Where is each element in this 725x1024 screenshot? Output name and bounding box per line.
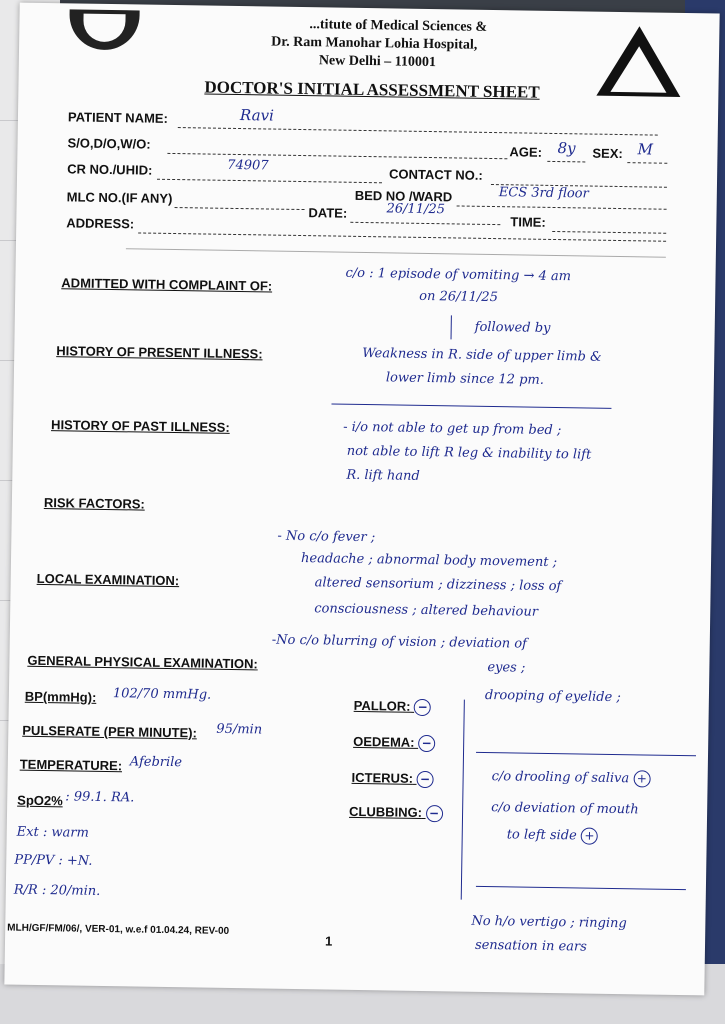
note-line: c/o deviation of mouth bbox=[491, 800, 639, 818]
address-label: ADDRESS: bbox=[66, 215, 135, 232]
clubbing-label: CLUBBING: − bbox=[349, 804, 443, 823]
note-line: c/o : 1 episode of vomiting → 4 am bbox=[345, 265, 572, 285]
past-illness-label: HISTORY OF PAST ILLNESS: bbox=[51, 417, 230, 435]
institute-city: New Delhi – 110001 bbox=[318, 53, 437, 71]
sheet-title: DOCTOR'S INITIAL ASSESSMENT SHEET bbox=[204, 77, 540, 102]
note-line: drooping of eyelide ; bbox=[484, 687, 621, 706]
cr-uhid-label: CR NO./UHID: bbox=[67, 161, 153, 178]
positive-sign-icon: + bbox=[581, 827, 598, 844]
note-line: lower limb since 12 pm. bbox=[385, 370, 545, 388]
rr-value: R/R : 20/min. bbox=[13, 882, 101, 899]
oedema-label: OEDEMA: − bbox=[353, 734, 435, 752]
note-line: to left side + bbox=[507, 826, 598, 844]
bed-ward-value: ECS 3rd floor bbox=[498, 185, 589, 202]
institute-name-line1: ...titute of Medical Sciences & bbox=[309, 17, 488, 35]
institute-name-line2: Dr. Ram Manohar Lohia Hospital, bbox=[271, 34, 478, 53]
complaint-section-label: ADMITTED WITH COMPLAINT OF: bbox=[61, 275, 273, 294]
pallor-label: PALLOR: − bbox=[354, 698, 432, 716]
relation-label: S/O,D/O,W/O: bbox=[67, 135, 151, 152]
institute-seal-logo bbox=[69, 9, 140, 50]
spo2-value: : 99.1. RA. bbox=[65, 789, 135, 806]
pulse-label: PULSERATE (PER MINUTE): bbox=[22, 722, 197, 741]
note-line: Weakness in R. side of upper limb & bbox=[362, 345, 602, 365]
note-line: R. lift hand bbox=[346, 467, 420, 484]
cr-uhid-value: 74907 bbox=[227, 157, 269, 174]
pp-pv-value: PP/PV : +N. bbox=[14, 852, 93, 869]
age-label: AGE: bbox=[509, 144, 543, 160]
page-number: 1 bbox=[324, 933, 333, 949]
temperature-value: Afebrile bbox=[129, 754, 183, 771]
note-line: on 26/11/25 bbox=[419, 288, 499, 306]
present-illness-label: HISTORY OF PRESENT ILLNESS: bbox=[56, 343, 263, 362]
note-line: altered sensorium ; dizziness ; loss of bbox=[314, 575, 562, 595]
local-exam-label: LOCAL EXAMINATION: bbox=[36, 570, 180, 589]
negative-sign-icon: − bbox=[416, 771, 433, 788]
bed-ward-label: BED NO /WARD bbox=[354, 187, 453, 205]
positive-sign-icon: + bbox=[633, 770, 650, 787]
pulse-value: 95/min bbox=[216, 721, 263, 738]
date-value: 26/11/25 bbox=[386, 201, 446, 218]
sex-value: M bbox=[637, 140, 654, 159]
patient-name-value: Ravi bbox=[239, 106, 275, 125]
negative-sign-icon: − bbox=[418, 735, 435, 752]
form-code: MLH/GF/FM/06/, VER-01, w.e.f 01.04.24, REV-00 bbox=[7, 922, 230, 937]
negative-sign-icon: − bbox=[414, 699, 431, 716]
note-line: -No c/o blurring of vision ; deviation of bbox=[271, 632, 528, 652]
bp-label: BP(mmHg): bbox=[24, 688, 97, 705]
note-line: sensation in ears bbox=[474, 937, 587, 955]
note-line: - i/o not able to get up from bed ; bbox=[343, 419, 562, 439]
general-exam-label: GENERAL PHYSICAL EXAMINATION: bbox=[27, 652, 258, 672]
temperature-label: TEMPERATURE: bbox=[19, 756, 123, 774]
age-value: 8y bbox=[557, 139, 576, 158]
ext-value: Ext : warm bbox=[16, 824, 89, 841]
icterus-label: ICTERUS: − bbox=[351, 770, 433, 788]
mlc-label: MLC NO.(IF ANY) bbox=[66, 189, 173, 206]
note-line: No h/o vertigo ; ringing bbox=[471, 913, 627, 932]
time-label: TIME: bbox=[510, 214, 546, 230]
risk-factors-label: RISK FACTORS: bbox=[43, 495, 145, 512]
negative-sign-icon: − bbox=[425, 805, 442, 822]
note-line: - No c/o fever ; bbox=[277, 528, 376, 546]
note-line: followed by bbox=[474, 319, 551, 336]
note-line: consciousness ; altered behaviour bbox=[314, 601, 539, 620]
assessment-sheet bbox=[4, 3, 719, 996]
spo2-label: SpO2% bbox=[17, 792, 63, 809]
patient-name-label: PATIENT NAME: bbox=[67, 109, 168, 126]
sex-label: SEX: bbox=[592, 145, 623, 162]
note-line: headache ; abnormal body movement ; bbox=[300, 551, 558, 571]
bp-value: 102/70 mmHg. bbox=[112, 686, 212, 703]
note-line: eyes ; bbox=[487, 659, 526, 676]
note-line: c/o drooling of saliva + bbox=[492, 768, 651, 787]
date-label: DATE: bbox=[308, 205, 348, 221]
note-line: not able to lift R leg & inability to lift bbox=[346, 443, 592, 463]
contact-label: CONTACT NO.: bbox=[388, 166, 483, 183]
